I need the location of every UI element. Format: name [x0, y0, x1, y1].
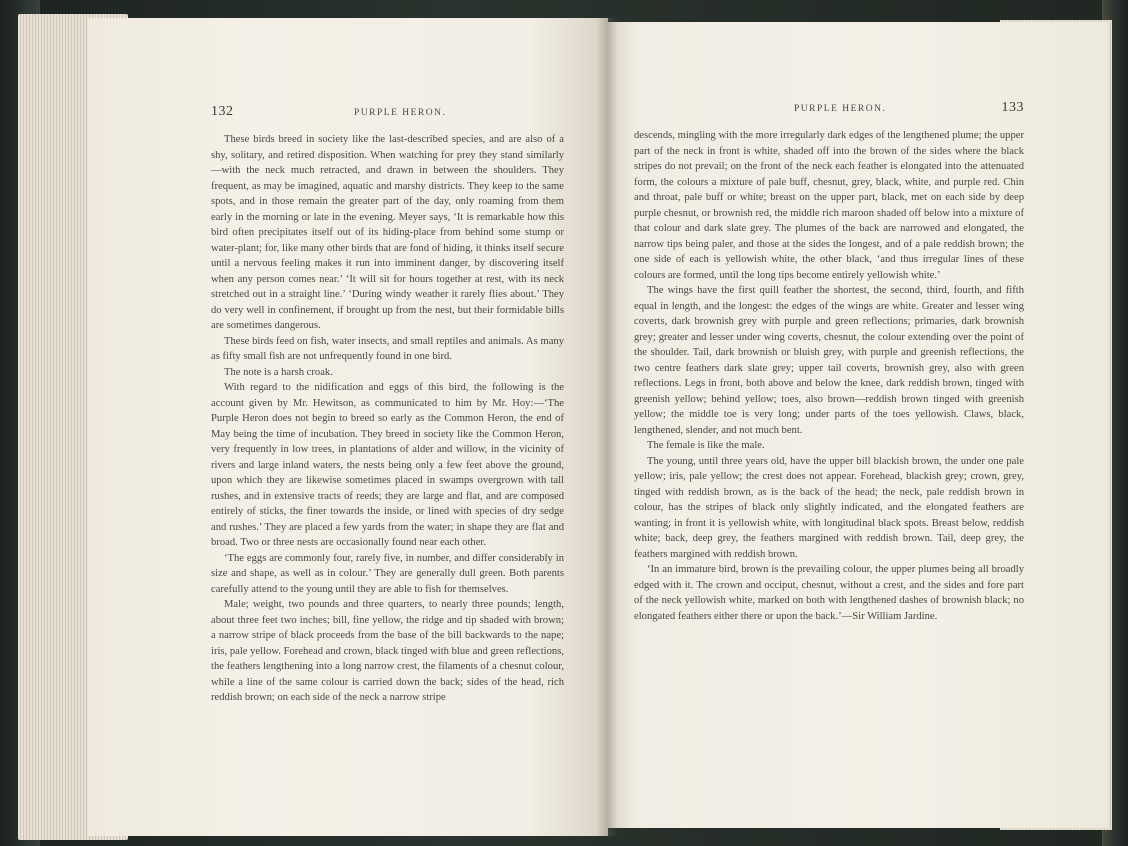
paragraph: The wings have the first quill feather the shortest, the second, third, fourth, and fifth equal in length, and the longest: the edges of the wings are white. Greater and lesser wing coverts, dark brownish grey with purple and green reflections; primaries, dark brownish grey; greater and lesser under wing coverts, chesnut, the colour extending over the point of the shoulder. Tail, dark brownish or bluish grey, with purple and greenish reflections, the two centre feathers dark slate grey; upper tail coverts, brownish grey, also with green reflections. Legs in front, both above and below the knee, dark reddish brown, tinged with greenish yellow; behind yellow; toes, also brown—reddish brown tinged with greenish yellow; the middle toe is very long; under parts of the toes yellowish. Claws, black, lengthened, slender, and not much bent. — [634, 285, 1024, 436]
paragraph: The female is like the male. — [647, 440, 765, 451]
left-page — [88, 18, 608, 836]
left-page-header-title: PURPLE HERON. — [354, 108, 447, 118]
right-running-head — [634, 100, 1024, 122]
paragraph: Male; weight, two pounds and three quarters, to nearly three pounds; length, about three feet two inches; bill, fine yellow, the ridge and tip shaded with brown; a narrow stripe of black proceeds from the base of the bill backwards to the nape; iris, pale yellow. Forehead and crown, black tinged with blue and green reflections, the feathers lengthening into a long narrow crest, the filaments of a chesnut colour, while a line of the same colour is carried down the back; sides of the head, rich reddish brown; on each side of the neck a narrow stripe — [211, 599, 564, 703]
paragraph: descends, mingling with the more irregularly dark edges of the lengthened plume; the upper part of the neck in front is white, shaded off into the brown of the sides where the black stripes do not prevail; on the front of the neck each feather is elongated into the attenuated form, the colours a mixture of pale buff, chesnut, grey, black, white, and purple red. Chin and throat, pale buff or white; breast on the upper part, black, met on each side by deep purple chesnut, or brownish red, the middle rich maroon shaded off below into a mixture of that colour and dark slate grey. The plumes of the back are narrowed and elongated, the narrow tips being paler, and those at the sides the longest, and of a pale reddish brown; the one side of each is yellowish white, the other black, ‘and thus irregular lines of these colours are formed, until the long tips become entirely yellowish white.’ — [634, 130, 1024, 281]
paragraph: These birds breed in society like the last-described species, and are also of a shy, solitary, and retired disposition. When watching for prey they stand similarly—with the neck much retracted, and drawn in between the shoulders. They frequent, as may be imagined, aquatic and marshy districts. They keep to the same spots, and in those remain the greater part of the day, only roaming from them early in the morning or late in the evening. Meyer says, ‘It is remarkable how this bird often precipitates itself out of its hiding-place from behind some stump or water-plant; for, like many other birds that are fond of hiding, it thinks itself secure until a nervous feeling makes it run into imminent danger, by discovering itself when any person comes near.’ ‘It will sit for hours together at rest, with its neck stretched out in a straight line.’ ‘During windy weather it rarely flies about.’ They do very well in confinement, if brought up from the nest, but their formidable bills are sometimes dangerous. — [211, 134, 564, 331]
paragraph: These birds feed on fish, water insects, and small reptiles and animals. As many as fifty small fish are not unfrequently found in one bird. — [211, 335, 564, 362]
right-page-body — [634, 128, 1024, 624]
right-page-number: 133 — [1001, 100, 1024, 115]
paragraph: The note is a harsh croak. — [224, 366, 333, 378]
right-page-header-title: PURPLE HERON. — [794, 104, 887, 114]
paragraph: ‘In an immature bird, brown is the prevailing colour, the upper plumes being all broadly edged with it. The crown and occiput, chesnut, without a crest, and the sides and fore part of the neck yellowish white, marked on both with lengthened dashes of brownish black; no elongated feathers either there or upon the back.’—Sir William Jardine. — [634, 564, 1024, 622]
book-gutter-shadow — [596, 18, 618, 836]
paragraph: With regard to the nidification and eggs of this bird, the following is the account given by Mr. Hewitson, as communicated to him by Mr. Hoy:—‘The Purple Heron does not begin to breed so early as the Common Heron, the end of May being the time of incubation. They breed in society like the Common Heron, very frequently in low trees, in plantations of alder and willow, in the vicinity of rivers and large inland waters, the nests being only a few feet above the ground, upon which they are likewise sometimes placed in swamps overgrown with tall rushes, and in extensive tracts of reeds; they are large and flat, and are composed entirely of sticks, the finer towards the inside, or lined with species of dry sedge and rushes.’ They are placed a few yards from the water; in shape they are flat and broad. Two or three nests are occasionally found near each other. — [211, 382, 564, 548]
paragraph: ‘The eggs are commonly four, rarely five, in number, and differ considerably in size and shape, as well as in colour.’ They are generally dull green. Both parents carefully attend to the young until they are able to fish for themselves. — [211, 552, 564, 595]
right-page — [606, 22, 1108, 828]
left-page-number: 132 — [211, 104, 234, 119]
paragraph: The young, until three years old, have the upper bill blackish brown, the under one pale yellow; iris, pale yellow; the crest does not appear. Forehead, blackish grey; crown, grey, tinged with reddish brown, as is the back of the head; the neck, pale reddish brown in colour, has the stripes of black only slightly indicated, and the elongated feathers are wanting; in front it is yellowish white, with longitudinal black spots. Breast below, reddish white; back, deep grey, the feathers margined with reddish brown. Tail, deep grey, the feathers margined with reddish brown. — [634, 455, 1024, 560]
left-page-body — [211, 132, 564, 706]
left-running-head — [211, 104, 564, 126]
